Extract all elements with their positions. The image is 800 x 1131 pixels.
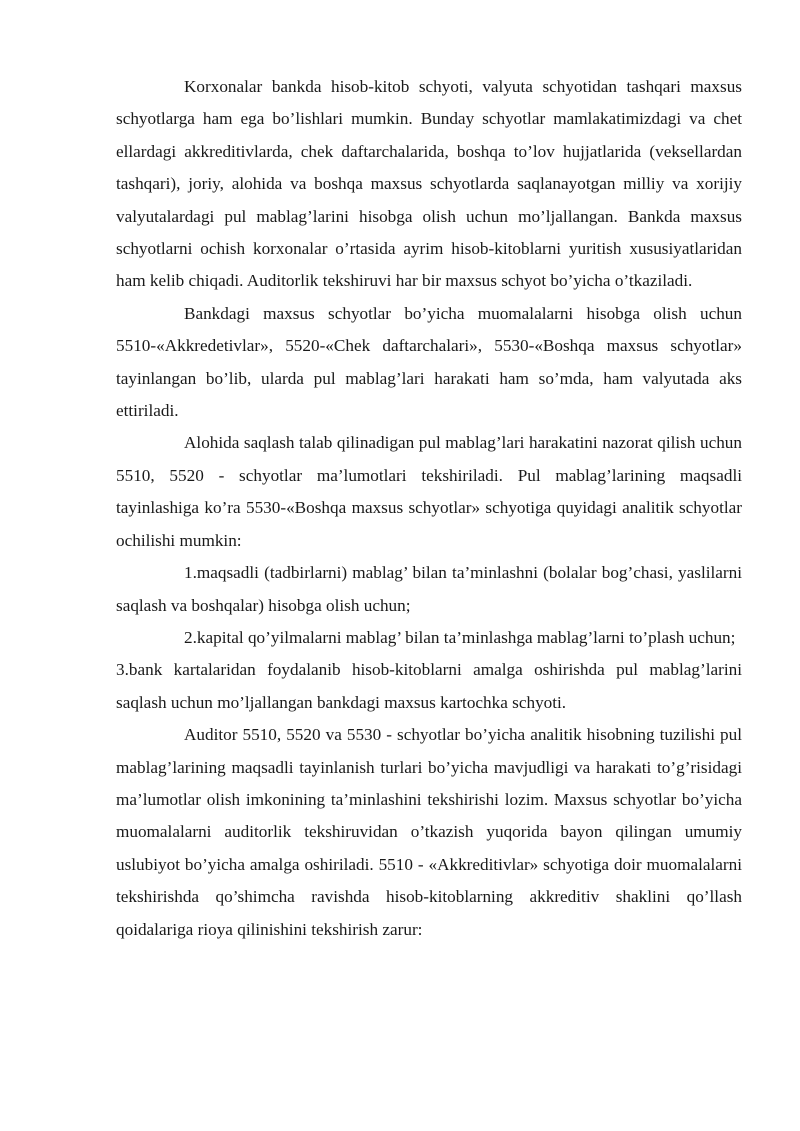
paragraph-3: Alohida saqlash talab qilinadigan pul mablag’lari harakatini nazorat qilish uchun 5510, 5520 - schyotlar ma’lumotlari tekshiriladi. Pul mablag’larining maqsadli tayinlashiga ko’ra 5530-«Boshqa maxsus schyotlar» schyotiga quyidagi analitik schyotlar ochilishi mumkin:	[116, 433, 742, 550]
list-item-3: 3.bank kartalaridan foydalanib hisob-kitoblarni amalga oshirishda pul mablag’larini saqlash uchun mo’ljallangan bankdagi maxsus kartochka schyoti.	[116, 660, 742, 712]
paragraph-2: Bankdagi maxsus schyotlar bo’yicha muomalalarni hisobga olish uchun 5510-«Akkredetivlar», 5520-«Chek daftarchalari», 5530-«Boshqa maxsus schyotlar» tayinlangan bo’lib, ularda pul mablag’lari harakati ham so’mda, ham valyutada aks ettiriladi.	[116, 303, 742, 421]
body-text	[116, 71, 742, 946]
list-item-1: 1.maqsadli (tadbirlarni) mablag’ bilan ta’minlashni (bolalar bog’chasi, yaslilarni saqlash va boshqalar) hisobga olish uchun;	[116, 563, 742, 615]
paragraph-1: Korxonalar bankda hisob-kitob schyoti, valyuta schyotidan tashqari maxsus schyotlarga ham ega bo’lishlari mumkin. Bunday schyotlar mamlakatimizdagi va chet ellardagi akkreditivlarda, chek daftarchalarida, boshqa to’lov hujjatlarida (veksellardan tashqari), joriy, alohida va boshqa maxsus schyotlarda saqlanayotgan milliy va xorijiy valyutalardagi pul mablag’larini hisobga olish uchun mo’ljallangan. Bankda maxsus schyotlarni ochish korxonalar o’rtasida ayrim hisob-kitoblarni yuritish xususiyatlaridan ham kelib chiqadi. Auditorlik tekshiruvi har bir maxsus schyot bo’yicha o’tkaziladi.	[116, 77, 742, 291]
list-item-2: 2.kapital qo’yilmalarni mablag’ bilan ta’minlashga mablag’larni to’plash uchun;	[184, 627, 736, 647]
paragraph-4: Auditor 5510, 5520 va 5530 - schyotlar bo’yicha analitik hisobning tuzilishi pul mablag’larining maqsadli tayinlanish turlari bo’yicha mavjudligi va harakati to’g’risidagi ma’lumotlar olish imkonining ta’minlashini tekshirishi lozim. Maxsus schyotlar bo’yicha muomalalarni auditorlik tekshiruvidan o’tkazish yuqorida bayon qilingan umumiy uslubiyot bo’yicha amalga oshiriladi. 5510 - «Akkreditivlar» schyotiga doir muomalalarni tekshirishda qo’shimcha ravishda hisob-kitoblarning akkreditiv shaklini qo’llash qoidalariga rioya qilinishini tekshirish zarur:	[116, 725, 742, 939]
